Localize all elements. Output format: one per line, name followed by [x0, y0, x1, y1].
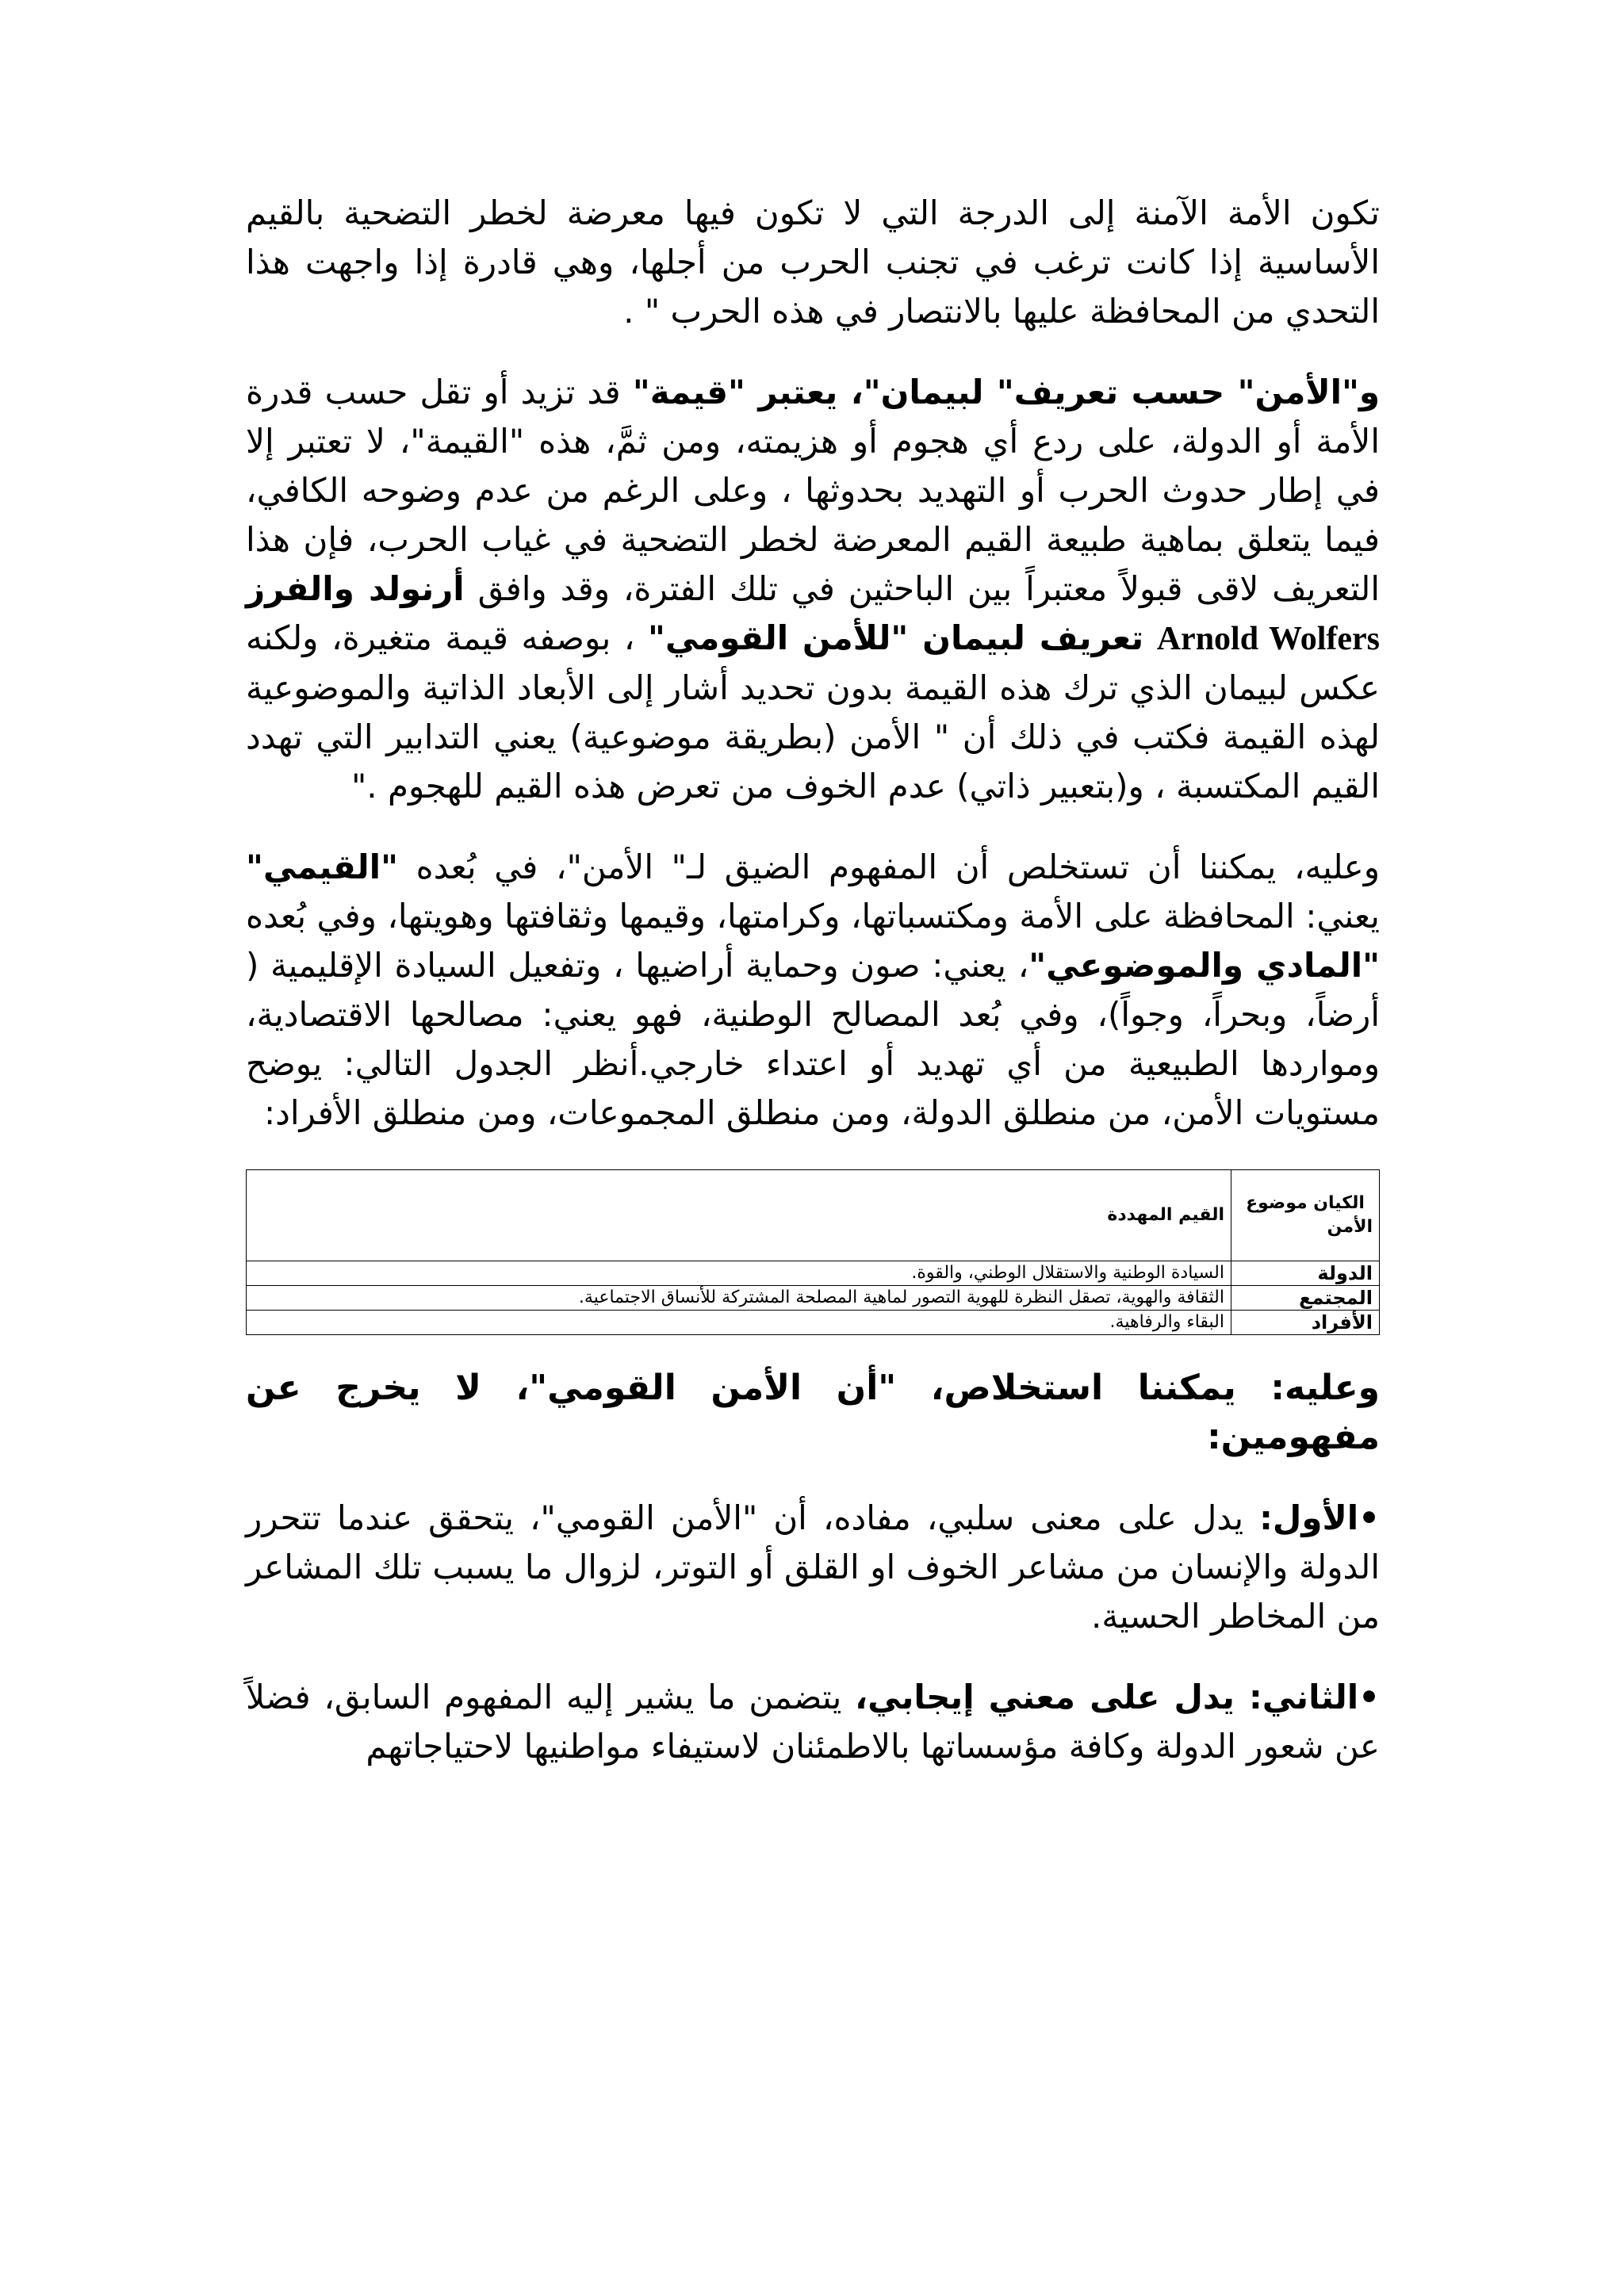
second-concept-text: يتضمن ما يشير إليه المفهوم السابق، فضلاً عن شعور الدولة وكافة مؤسساتها بالاطمئنان لاستيفاء مواطنيها لاحتياجاتهم [246, 1678, 1380, 1766]
paragraph-1 [246, 189, 1380, 336]
row-values-state: السيادة الوطنية والاستقلال الوطني، والقوة. [247, 1261, 1231, 1286]
table-header-row [247, 1170, 1380, 1261]
material-dimension-term: "المادي والموضوعي" [1028, 946, 1381, 985]
entity-column-header: الكيان موضوع الأمن [1231, 1170, 1380, 1261]
values-column-header: القيم المهددة [247, 1170, 1231, 1261]
paragraph-2-tail: ، بوصفه قيمة متغيرة، ولكنه عكس لبيمان الذي ترك هذه القيمة بدون تحديد أشار إلى الأبعاد الذاتية والموضوعية لهذه القيمة فكتب في ذلك أن " الأمن (بطريقة موضوعية) يعني التدابير التي تهدد القيم المكتسبة ، و(بتعبير ذاتي) عدم الخوف من تعرض هذه القيم للهجوم ." [246, 618, 1380, 806]
lippmann-definition-lead: و"الأمن" حسب تعريف" لبيمان"، يعتبر "قيمة" [632, 373, 1380, 411]
row-entity-society: المجتمع [1231, 1286, 1380, 1311]
lippmann-national-security-term: تعريف لبيمان "للأمن القومي" [648, 618, 1144, 657]
first-concept-text: يدل على معنى سلبي، مفاده، أن "الأمن القومي"، يتحقق عندما تتحرر الدولة والإنسان من مشاعر الخوف او القلق أو التوتر، لزوال ما يسبب تلك المشاعر من المخاطر الحسية. [246, 1498, 1380, 1636]
paragraph-first-concept [246, 1494, 1380, 1641]
row-entity-state: الدولة [1231, 1261, 1380, 1286]
row-entity-individuals: الأفراد [1231, 1311, 1380, 1335]
second-concept-label: •الثاني: يدل على معني إيجابي، [855, 1678, 1380, 1716]
paragraph-3-middle: يعني: المحافظة على الأمة ومكتسباتها، وكرامتها، وقيمها وثقافتها وهويتها، وفي بُعده [246, 897, 1380, 936]
table-row [247, 1311, 1380, 1335]
value-dimension-term: "القيمي" [246, 848, 398, 886]
paragraph-2-body: قد تزيد أو تقل حسب قدرة الأمة أو الدولة، على ردع أي هجوم أو هزيمته، ومن ثمَّ، هذه "القيمة"، لا تعتبر إلا في إطار حدوث الحرب أو التهديد بحدوثها ، وعلى الرغم من عدم وضوحه الكافي، فيما يتعلق بماهية طبيعة القيم المعرضة لخطر التضحية في غياب الحرب، فإن هذا التعريف لاقى قبولاً معتبراً بين الباحثين في تلك الفترة، وقد وافق [246, 373, 1380, 608]
table-row [247, 1286, 1380, 1311]
row-values-individuals: البقاء والرفاهية. [247, 1311, 1231, 1335]
security-levels-table [246, 1169, 1380, 1335]
paragraph-3-intro: وعليه، يمكننا أن تستخلص أن المفهوم الضيق لـ" الأمن"، في بُعده [397, 848, 1380, 886]
paragraph-3-tail: ، يعني: صون وحماية أراضيها ، وتفعيل السيادة الإقليمية ( أرضاً، وبحراً، وجواً)، وفي بُعد المصالح الوطنية، فهو يعني: مصالحها الاقتصادية، ومواردها الطبيعية من أي تهديد أو اعتداء خارجي.أنظر الجدول التالي: يوضح مستويات الأمن، من منطلق الدولة، ومن منطلق المجموعات، ومن منطلق الأفراد: [246, 946, 1380, 1132]
row-values-society: الثقافة والهوية، تصقل النظرة للهوية التصور لماهية المصلحة المشتركة للأنساق الاجتماعية. [247, 1286, 1231, 1311]
paragraph-1-text: تكون الأمة الآمنة إلى الدرجة التي لا تكون فيها معرضة لخطر التضحية بالقيم الأساسية إذا كانت ترغب في تجنب الحرب من أجلها، وهي قادرة إذا واجهت هذا التحدي من المحافظة عليها بالانتصار في هذه الحرب " . [246, 193, 1380, 331]
document-page [246, 189, 1380, 1803]
wolfers-latin-name: Arnold Wolfers [1156, 621, 1380, 657]
paragraph-3 [246, 843, 1380, 1138]
table-row [247, 1261, 1380, 1286]
paragraph-2 [246, 368, 1380, 811]
section-heading: وعليه: يمكننا استخلاص، "أن الأمن القومي"، لا يخرج عن مفهومين: [246, 1368, 1380, 1457]
wolfers-arabic-name: أرنولد والفرز [246, 569, 465, 608]
first-concept-label: •الأول: [1259, 1498, 1380, 1537]
paragraph-second-concept [246, 1673, 1380, 1771]
